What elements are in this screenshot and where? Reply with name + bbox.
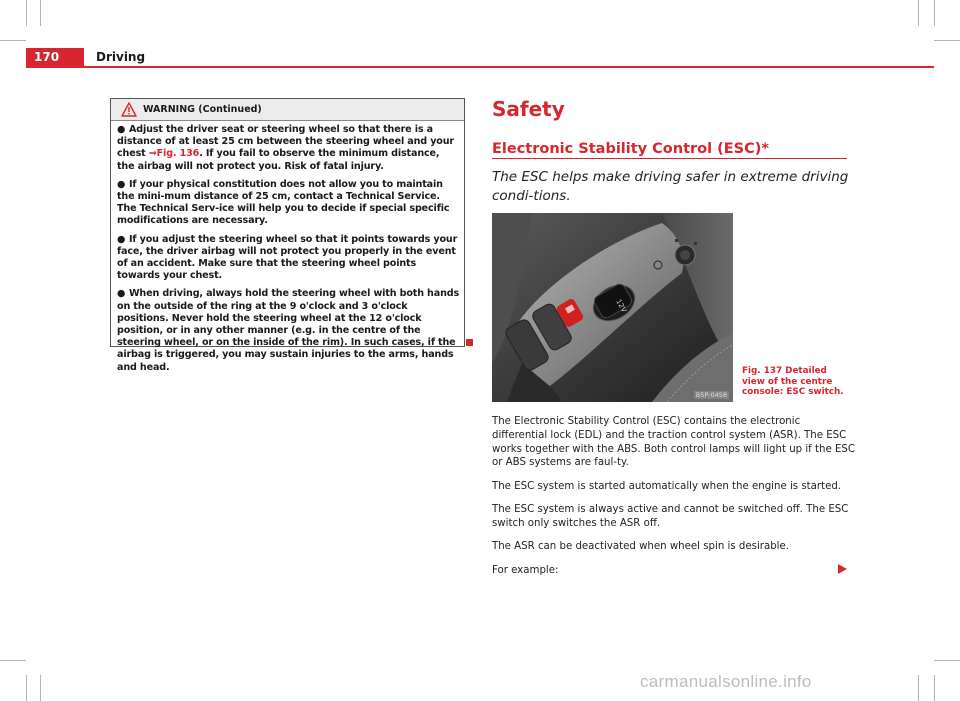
warning-text: When driving, always hold the steering wheel with both hands on the outside of the ring at the 9 o'clock and 3 o'clock positions. Never hold the steering wheel at the 12 o'clock position, or in any other manner (e.g. in the centre of the steering wheel, or on the inside of the rim). In such cases, if the airbag is triggered, you may sustain injuries to the arms, hands and head.	[117, 288, 460, 373]
crop-mark	[934, 40, 960, 41]
section-end-marker	[466, 339, 473, 346]
section-title: Driving	[96, 50, 146, 64]
warning-text: Adjust the driver seat or steering wheel so that there is a distance of at least 25 cm between the steering wheel and your chest	[117, 124, 455, 160]
warning-item	[117, 124, 460, 173]
header-rule	[84, 66, 934, 68]
crop-mark	[934, 675, 935, 701]
figure-caption: Fig. 137 Detailed view of the centre console: ESC switch.	[742, 366, 844, 397]
figure-code: B5P-0458	[695, 391, 727, 399]
body-paragraph: For example:	[492, 565, 559, 576]
continue-arrow-icon	[838, 564, 847, 574]
bullet: ●	[117, 178, 126, 190]
warning-box	[110, 98, 465, 373]
esc-switch-figure	[492, 213, 733, 402]
bullet: ●	[117, 124, 126, 135]
subheading-rule	[492, 158, 847, 159]
warning-title: WARNING (Continued)	[143, 104, 262, 115]
centre-console-illustration	[492, 213, 733, 402]
bullet: ●	[117, 288, 126, 300]
warning-item	[117, 234, 460, 283]
crop-mark	[934, 0, 935, 26]
warning-body	[111, 121, 464, 374]
body-paragraph: The Electronic Stability Control (ESC) contains the electronic differential lock (EDL) and the traction control system (ASR). The ESC works together with the ABS. Both control lamps will light up if the ESC or ABS systems are faul-ty.	[492, 416, 855, 469]
warning-item	[117, 288, 460, 373]
page-number: 170	[34, 50, 60, 64]
warning-triangle-icon	[121, 102, 137, 117]
section-heading: Safety	[492, 97, 565, 121]
bullet: ●	[117, 233, 126, 245]
crop-mark	[40, 0, 41, 26]
figure-reference-link[interactable]: ⇒Fig. 136	[148, 148, 200, 160]
subsection-heading: Electronic Stability Control (ESC)*	[492, 141, 769, 157]
svg-text:12V: 12V	[614, 298, 629, 314]
crop-mark	[40, 675, 41, 701]
crop-mark	[0, 660, 26, 661]
warning-header	[111, 99, 464, 121]
crop-mark	[26, 0, 27, 26]
intro-text: The ESC helps make driving safer in extreme driving condi-tions.	[492, 169, 849, 204]
warning-text: . If you fail to observe the minimum distance, the airbag will not protect you. Risk of fatal injury.	[117, 148, 440, 172]
crop-mark	[918, 0, 919, 26]
crop-mark	[0, 40, 26, 41]
crop-mark	[918, 675, 919, 701]
body-paragraph: The ESC system is always active and cannot be switched off. The ESC switch only switches the ASR off.	[492, 504, 849, 529]
crop-mark	[26, 675, 27, 701]
body-paragraph: The ASR can be deactivated when wheel spin is desirable.	[492, 541, 790, 552]
watermark: carmanualsonline.info	[640, 672, 812, 691]
warning-item	[117, 179, 460, 228]
warning-text: If your physical constitution does not allow you to maintain the mini-mum distance of 25 cm, contact a Technical Service. The Technical Serv-ice will help you to decide if special specific modifications are necessary.	[117, 178, 450, 227]
body-paragraph: The ESC system is started automatically when the engine is started.	[492, 481, 842, 492]
warning-text: If you adjust the steering wheel so that it points towards your face, the driver airbag will not protect you properly in the event of an accident. Make sure that the steering wheel points towards your chest.	[117, 233, 458, 282]
crop-mark	[934, 660, 960, 661]
